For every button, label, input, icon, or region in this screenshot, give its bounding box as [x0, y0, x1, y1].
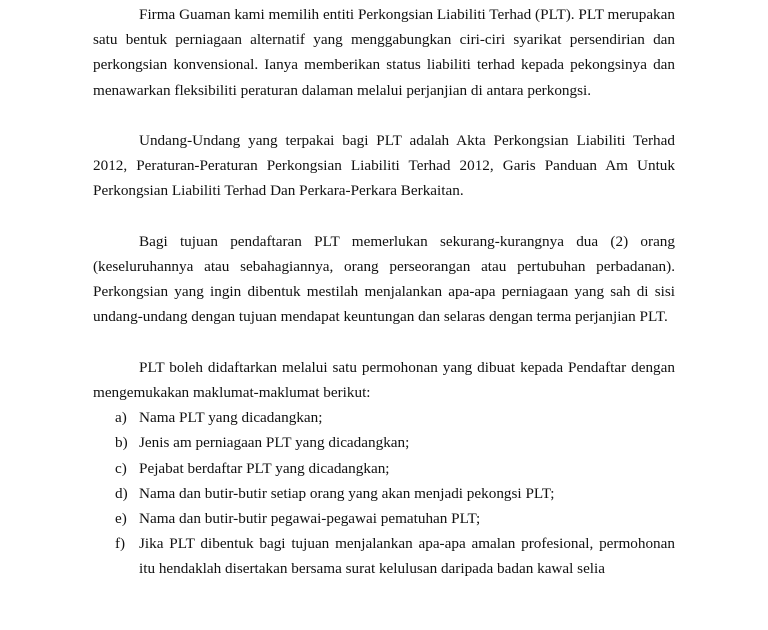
list-item	[93, 456, 675, 481]
paragraph-application-info: PLT boleh didaftarkan melalui satu permohonan yang dibuat kepada Pendaftar dengan mengemukakan maklumat-maklumat berikut:	[93, 358, 675, 401]
paragraph-entity-choice: Firma Guaman kami memilih entiti Perkongsian Liabiliti Terhad (PLT). PLT merupakan satu bentuk perniagaan alternatif yang menggabungkan ciri-ciri syarikat persendirian dan perkongsian konvensional. Ianya memberikan status liabiliti terhad kepada pekongsinya dan menawarkan fleksibiliti peraturan dalaman melalui perjanjian di antara perkongsi.	[93, 6, 675, 99]
list-item	[93, 481, 675, 506]
paragraph-registration-requirement: Bagi tujuan pendaftaran PLT memerlukan sekurang-kurangnya dua (2) orang (keseluruhannya atau sebahagiannya, orang perseorangan atau pertubuhan perbadanan). Perkongsian yang ingin dibentuk mestilah menjalankan apa-apa perniagaan yang sah di sisi undang-undang dengan tujuan mendapat keuntungan dan selaras dengan terma perjanjian PLT.	[93, 232, 675, 326]
list-item	[93, 405, 675, 430]
list-item-text: Nama dan butir-butir pegawai-pegawai pematuhan PLT;	[139, 510, 481, 528]
list-item	[93, 506, 675, 531]
list-item-text: Jika PLT dibentuk bagi tujuan menjalankan apa-apa amalan profesional, permohonan itu hendaklah disertakan bersama surat kelulusan daripada badan kawal selia	[139, 535, 675, 578]
required-information-list	[93, 405, 675, 581]
list-item	[93, 430, 675, 455]
list-item-text: Nama dan butir-butir setiap orang yang akan menjadi pekongsi PLT;	[139, 484, 555, 502]
list-item-text: Jenis am perniagaan PLT yang dicadangkan;	[139, 434, 410, 452]
list-marker: d)	[115, 484, 128, 502]
list-item-text: Nama PLT yang dicadangkan;	[139, 409, 323, 427]
list-marker: a)	[115, 409, 127, 427]
list-marker: c)	[115, 459, 127, 477]
list-item-text: Pejabat berdaftar PLT yang dicadangkan;	[139, 459, 390, 477]
document-page	[93, 2, 675, 582]
list-marker: e)	[115, 510, 127, 528]
list-marker: f)	[115, 535, 126, 553]
list-marker: b)	[115, 434, 128, 452]
paragraph-applicable-law: Undang-Undang yang terpakai bagi PLT adalah Akta Perkongsian Liabiliti Terhad 2012, Peraturan-Peraturan Perkongsian Liabiliti Terhad 2012, Garis Panduan Am Untuk Perkongsian Liabiliti Terhad Dan Perkara-Perkara Berkaitan.	[93, 132, 675, 200]
list-item	[93, 531, 675, 581]
